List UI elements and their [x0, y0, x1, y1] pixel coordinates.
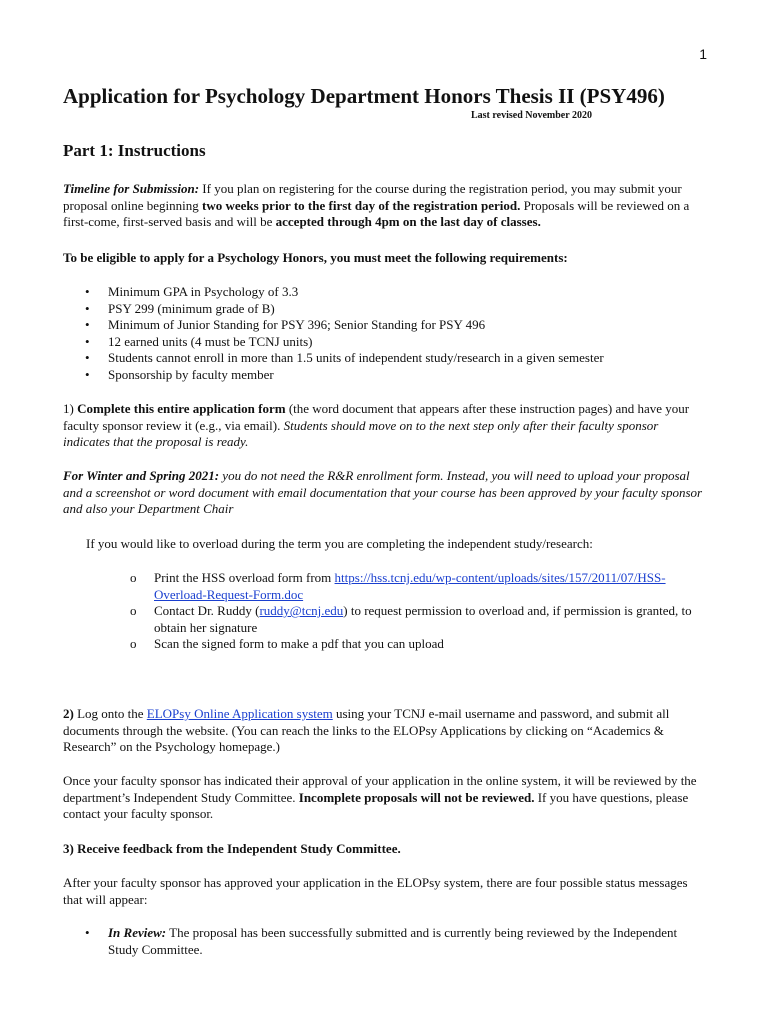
timeline-paragraph: Timeline for Submission: If you plan on registering for the course during the registration period, you may submit your proposal online beginning two weeks prior to the first day of the registration period. Proposals will be reviewed on a first-come, first-served basis and will be accepted through 4pm on the last day of classes.: [63, 181, 690, 230]
list-item: • In Review: The proposal has been successfully submitted and is currently being reviewed by the Independent Study Committee.: [85, 925, 678, 957]
hss-overload-form-link[interactable]: https://hss.tcnj.edu/wp-content/uploads/sites/157/2011/07/HSS-Overload-Request-Form.doc: [154, 570, 666, 602]
eligibility-heading: To be eligible to apply for a Psychology Honors, you must meet the following requirements:: [63, 250, 568, 265]
bullet-icon: •: [85, 284, 90, 299]
step1-paragraph: 1) Complete this entire application form (the word document that appears after these instruction pages) and have your faculty sponsor review it (e.g., via email). Students should move on to the next step only after their faculty sponsor indicates that the proposal is ready.: [63, 401, 690, 450]
list-item: o Print the HSS overload form from https://hss.tcnj.edu/wp-content/uploads/sites/157/2011/07/HSS-Overload-Request-Form.doc: [130, 570, 666, 602]
elopsy-application-link[interactable]: ELOPsy Online Application system: [146, 706, 333, 721]
requirements-list: [63, 284, 708, 384]
winter-spring-paragraph: For Winter and Spring 2021: you do not need the R&R enrollment form. Instead, you will need to upload your proposal and a screenshot or word document with email documentation that your course has been approved by your faculty sponsor and also your Department Chair: [63, 468, 703, 517]
circle-bullet-icon: o: [130, 636, 137, 652]
document-title: Application for Psychology Department Honors Thesis II (PSY496): [63, 84, 665, 108]
step3-heading: 3) Receive feedback from the Independent Study Committee.: [63, 841, 401, 856]
list-item: o Contact Dr. Ruddy (ruddy@tcnj.edu) to request permission to overload and, if permission is granted, to obtain her signature: [130, 603, 692, 635]
bullet-icon: •: [85, 350, 90, 366]
status-intro-paragraph: After your faculty sponsor has approved your application in the ELOPsy system, there are four possible status messages that will appear:: [63, 875, 688, 907]
timeline-label: Timeline for Submission:: [63, 181, 200, 196]
part1-heading: Part 1: Instructions: [63, 141, 206, 160]
list-item: • PSY 299 (minimum grade of B): [85, 300, 275, 316]
circle-bullet-icon: o: [130, 570, 137, 585]
bullet-icon: •: [85, 300, 90, 316]
list-item: • 12 earned units (4 must be TCNJ units): [85, 333, 313, 349]
page-number: 1: [699, 46, 707, 62]
bullet-icon: •: [85, 317, 90, 333]
ruddy-email-link[interactable]: ruddy@tcnj.edu: [259, 603, 344, 619]
status-label: In Review:: [108, 925, 167, 940]
list-item: o Scan the signed form to make a pdf that you can upload: [130, 636, 444, 652]
last-revised-note: Last revised November 2020: [471, 110, 593, 121]
list-item: • Students cannot enroll in more than 1.5 units of independent study/research in a given semester: [85, 350, 604, 366]
list-item: • Minimum of Junior Standing for PSY 396; Senior Standing for PSY 496: [85, 317, 486, 333]
bullet-icon: •: [85, 925, 90, 940]
status-list: [63, 925, 708, 958]
step2-paragraph: 2) Log onto the ELOPsy Online Application system using your TCNJ e-mail username and password, and submit all documents through the website. (You can reach the links to the ELOPsy Applications by clicking on “Academics & Research” on the Psychology homepage.): [63, 706, 670, 755]
bullet-icon: •: [85, 366, 90, 382]
overload-intro: If you would like to overload during the term you are completing the independent study/research:: [86, 536, 593, 551]
review-paragraph: Once your faculty sponsor has indicated their approval of your application in the online system, it will be reviewed by the department’s Independent Study Committee. Incomplete proposals will not be reviewed. If you have questions, please contact your faculty sponsor.: [63, 773, 697, 822]
list-item: • Minimum GPA in Psychology of 3.3: [85, 284, 299, 299]
overload-steps-list: [130, 570, 708, 653]
bullet-icon: •: [85, 333, 90, 349]
list-item: • Sponsorship by faculty member: [85, 366, 274, 382]
circle-bullet-icon: o: [130, 603, 137, 619]
